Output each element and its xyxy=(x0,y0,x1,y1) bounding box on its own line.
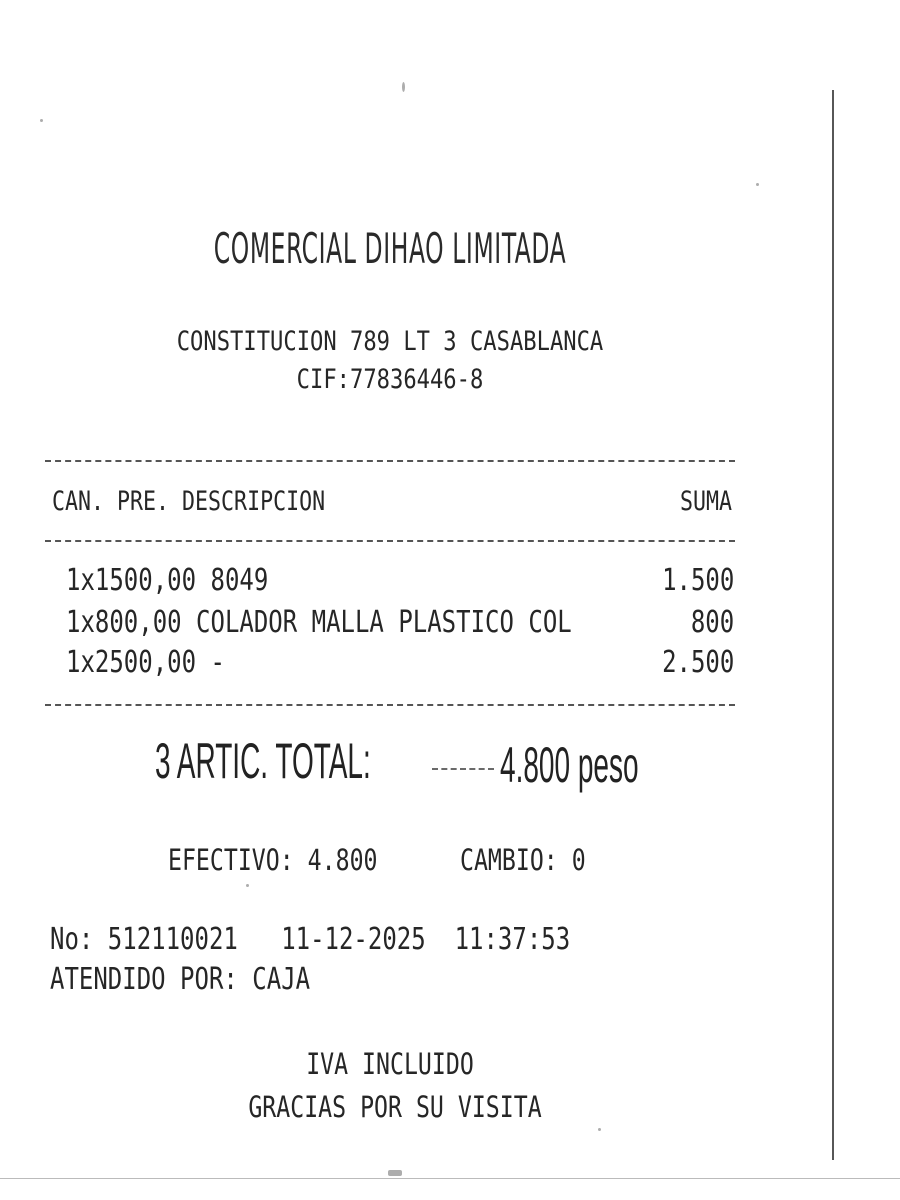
total-label: 3 ARTIC. TOTAL: xyxy=(155,733,371,789)
line-item-amount: 1.500 xyxy=(661,563,734,598)
print-speck xyxy=(246,884,249,887)
divider xyxy=(45,460,735,462)
attended-by: ATENDIDO POR: CAJA xyxy=(50,962,311,997)
total-amount: 4.800 peso xyxy=(500,737,639,793)
tax-note: IVA INCLUIDO xyxy=(306,1047,474,1081)
divider xyxy=(45,704,735,706)
line-item-text: 1x1500,00 8049 xyxy=(66,563,269,598)
cash-paid: EFECTIVO: 4.800 xyxy=(168,843,378,877)
receipt-number-datetime: No: 512110021 11-12-2025 11:37:53 xyxy=(50,922,571,957)
column-header-sum: SUMA xyxy=(679,486,732,517)
line-item-text: 1x2500,00 - xyxy=(66,645,225,680)
print-speck xyxy=(756,183,759,186)
line-item-text: 1x800,00 COLADOR MALLA PLASTICO COL xyxy=(66,605,572,640)
paper-edge-bottom xyxy=(0,1178,900,1179)
paper-edge xyxy=(832,90,834,1160)
store-address: CONSTITUCION 789 LT 3 CASABLANCA xyxy=(176,326,604,357)
line-item-amount: 800 xyxy=(690,605,734,640)
total-leader xyxy=(432,768,494,770)
tax-id: CIF:77836446-8 xyxy=(296,364,484,395)
print-speck xyxy=(402,82,405,92)
store-name: COMERCIAL DIHAO LIMITADA xyxy=(213,224,567,273)
print-speck xyxy=(40,119,43,122)
column-header-description: CAN. PRE. DESCRIPCION xyxy=(52,486,326,517)
thank-you-message: GRACIAS POR SU VISITA xyxy=(248,1090,542,1124)
change-given: CAMBIO: 0 xyxy=(460,843,586,877)
divider xyxy=(45,540,735,542)
line-item-amount: 2.500 xyxy=(661,645,734,680)
print-speck xyxy=(388,1170,402,1176)
print-speck xyxy=(598,1128,601,1131)
